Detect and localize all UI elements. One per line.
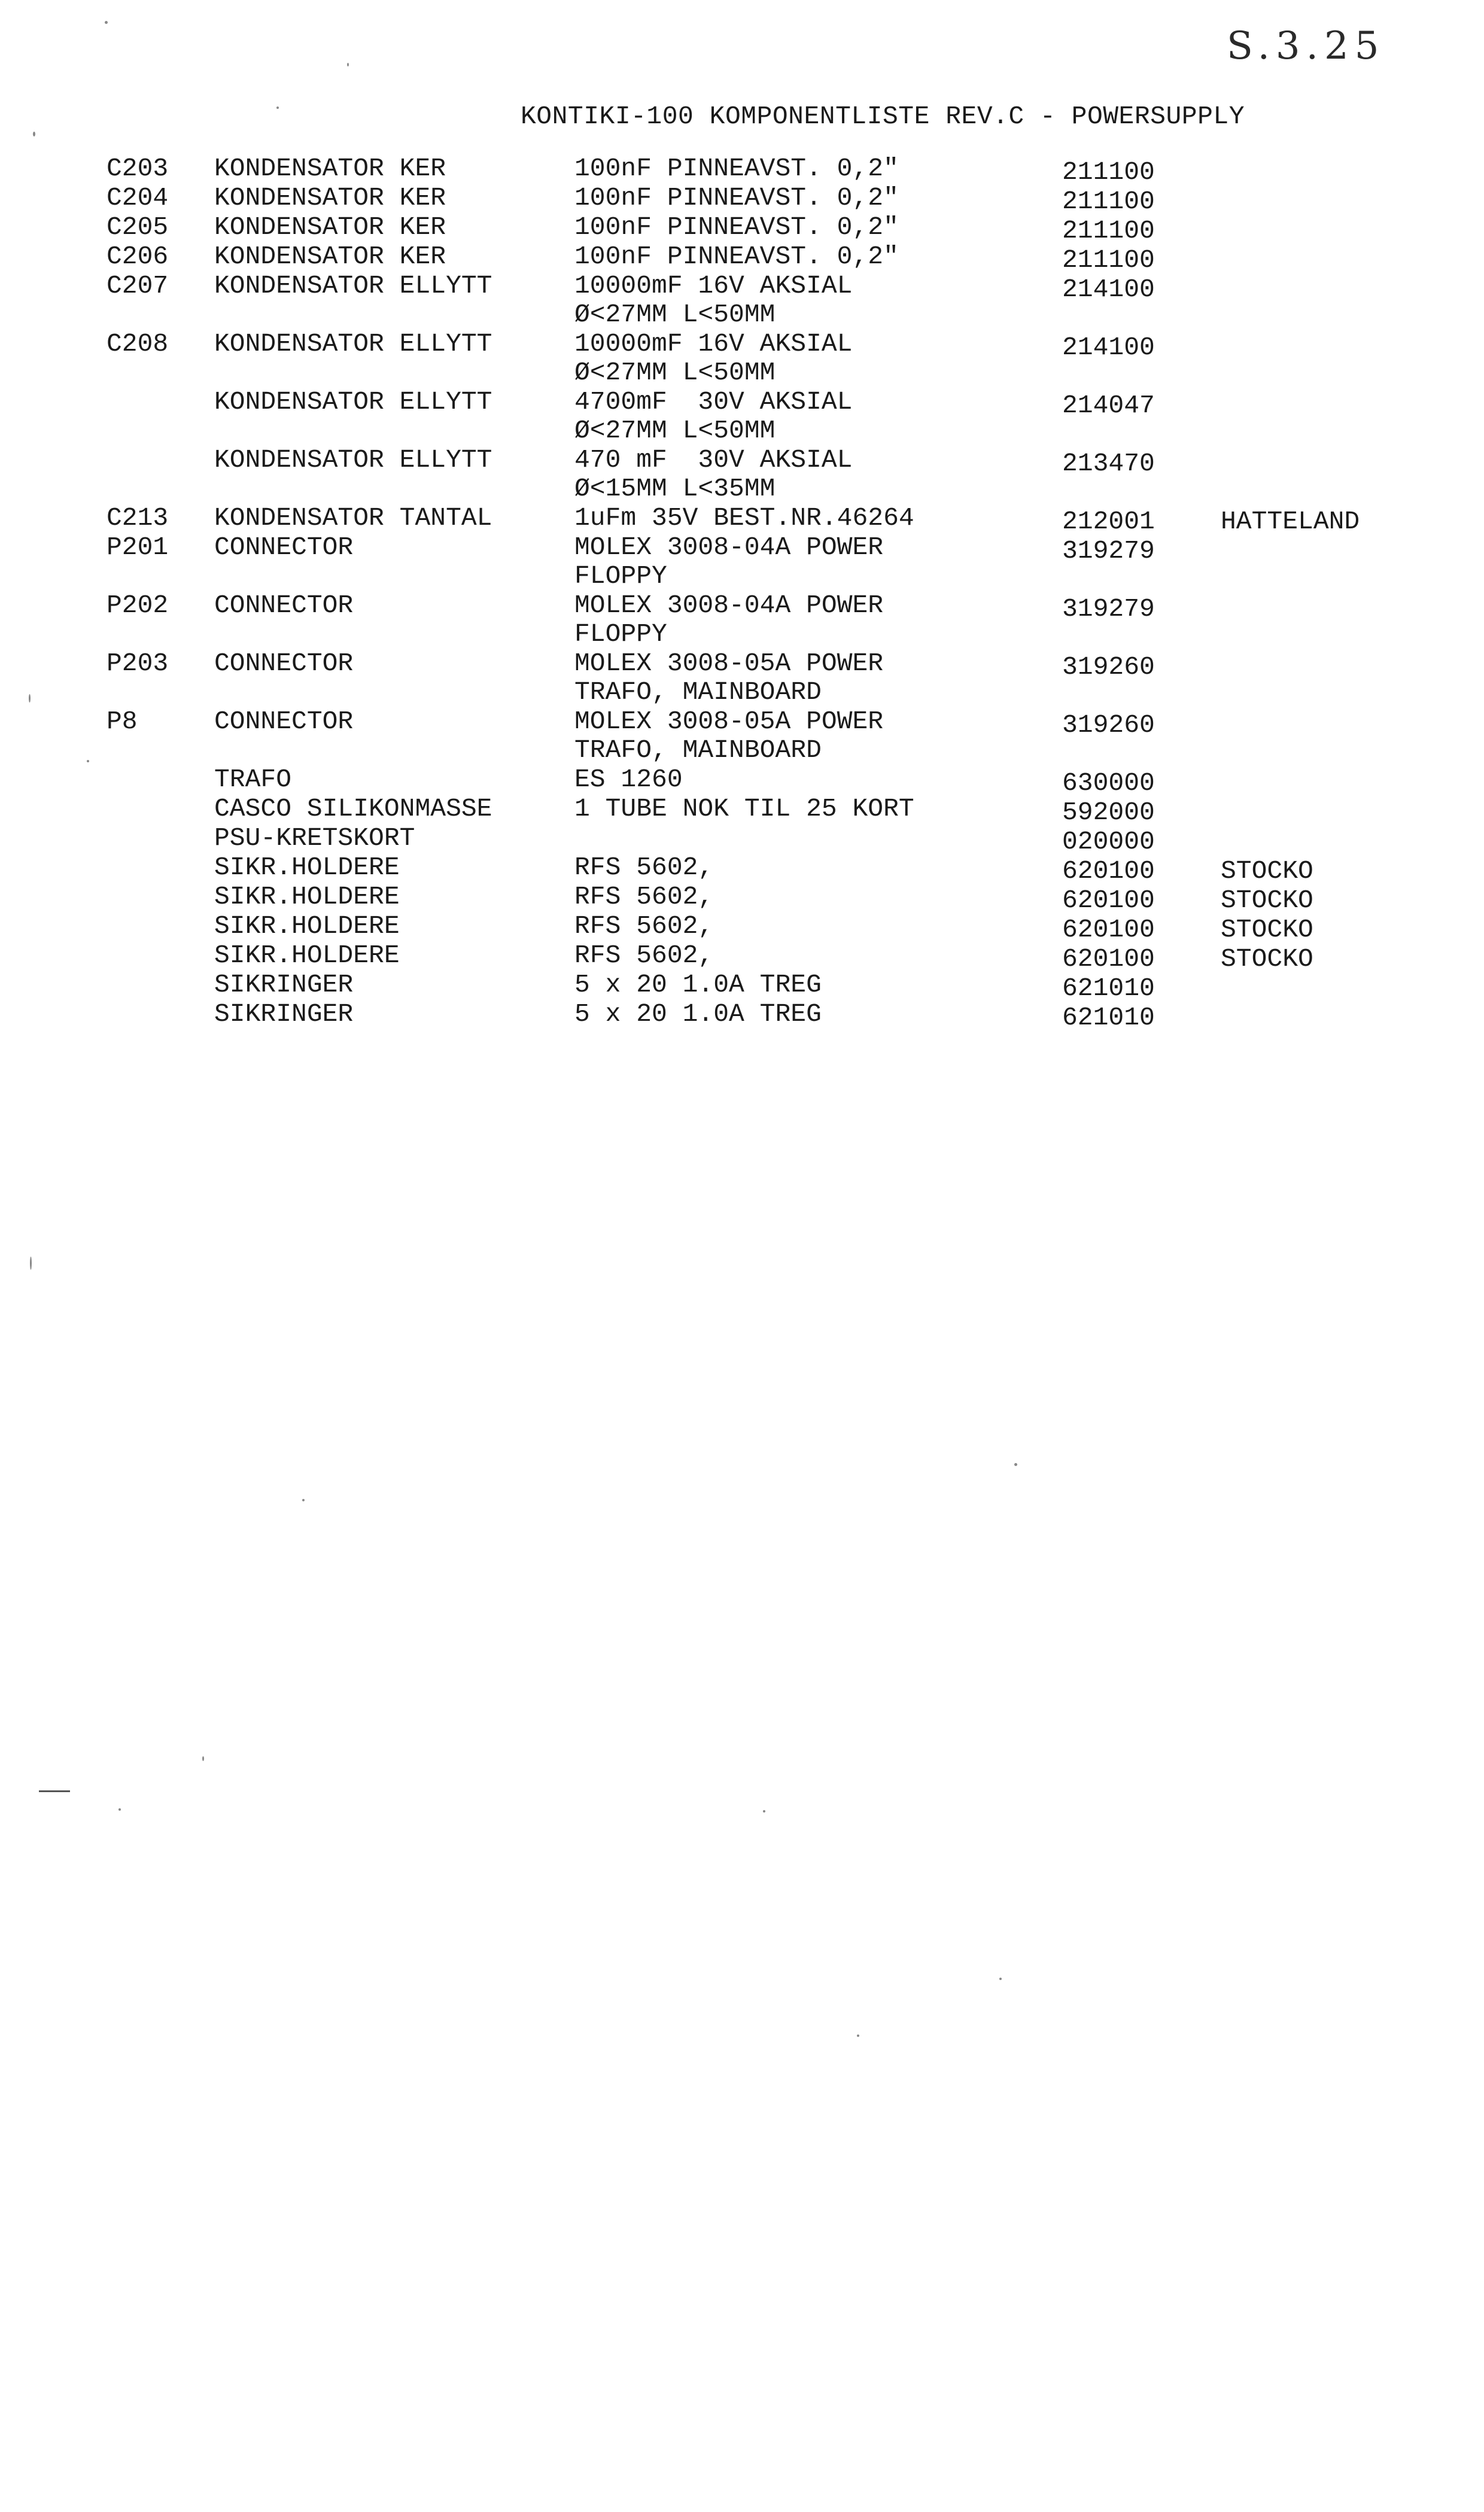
component-ref: P203 (107, 649, 169, 678)
spec-line: Ø<15MM L<35MM (574, 474, 776, 503)
component-name: KONDENSATOR KER (214, 183, 446, 212)
scan-speck (33, 132, 35, 136)
component-spec (574, 533, 883, 591)
scan-speck (1014, 1463, 1017, 1466)
spec-line: 10000mF 16V AKSIAL (574, 329, 853, 358)
component-name: PSU-KRETSKORT (214, 823, 415, 853)
spec-line: TRAFO, MAINBOARD (574, 735, 822, 765)
scan-speck (276, 107, 279, 109)
scan-speck (30, 1257, 32, 1270)
table-row (0, 765, 1484, 798)
table-row (0, 999, 1484, 1032)
spec-line: RFS 5602, (574, 941, 714, 970)
component-spec (574, 330, 852, 387)
part-number: 213470 (1062, 449, 1155, 478)
table-row (0, 649, 1484, 707)
spec-line: TRAFO, MAINBOARD (574, 677, 822, 707)
component-name: SIKR.HOLDERE (214, 853, 400, 882)
component-name: KONDENSATOR TANTAL (214, 503, 492, 533)
spec-line: Ø<27MM L<50MM (574, 358, 776, 387)
part-number: 621010 (1062, 974, 1155, 1003)
component-spec (574, 388, 852, 445)
table-row (0, 591, 1484, 649)
part-number: 212001 (1062, 507, 1155, 536)
spec-line: 100nF PINNEAVST. 0,2" (574, 212, 899, 242)
table-row (0, 707, 1484, 765)
table-row (0, 503, 1484, 536)
scan-speck (29, 694, 31, 702)
component-spec (574, 883, 713, 911)
component-spec (574, 242, 899, 271)
component-name: CASCO SILIKONMASSE (214, 794, 492, 823)
part-number: 319279 (1062, 536, 1155, 565)
part-number: 319279 (1062, 594, 1155, 624)
component-name: SIKR.HOLDERE (214, 941, 400, 970)
component-name: SIKRINGER (214, 970, 354, 999)
spec-line: 1 TUBE NOK TIL 25 KORT (574, 794, 914, 823)
table-row (0, 154, 1484, 187)
spec-line: RFS 5602, (574, 882, 714, 911)
component-ref: C207 (107, 271, 169, 300)
part-number: 211100 (1062, 187, 1155, 216)
part-number: 592000 (1062, 798, 1155, 827)
component-name: KONDENSATOR ELLYTT (214, 329, 492, 358)
scan-speck (118, 1808, 121, 1811)
table-row (0, 388, 1484, 446)
component-spec (574, 184, 899, 212)
supplier-name: STOCKO (1221, 886, 1313, 915)
part-number: 214100 (1062, 333, 1155, 362)
component-name: KONDENSATOR ELLYTT (214, 445, 492, 475)
scan-speck (999, 1978, 1002, 1980)
scan-speck (105, 21, 108, 24)
spec-line: 5 x 20 1.0A TREG (574, 999, 822, 1029)
spec-line: 4700mF 30V AKSIAL (574, 387, 853, 416)
supplier-name: HATTELAND (1221, 507, 1360, 536)
spec-line: 100nF PINNEAVST. 0,2" (574, 183, 899, 212)
part-number: 620100 (1062, 856, 1155, 886)
table-row (0, 970, 1484, 1003)
component-name: KONDENSATOR KER (214, 212, 446, 242)
spec-line: MOLEX 3008-04A POWER (574, 591, 884, 620)
part-number: 620100 (1062, 886, 1155, 915)
scan-speck (763, 1810, 765, 1812)
scan-speck (302, 1499, 305, 1501)
component-spec (574, 707, 883, 765)
component-name: KONDENSATOR ELLYTT (214, 271, 492, 300)
component-name: CONNECTOR (214, 533, 354, 562)
component-name: CONNECTOR (214, 591, 354, 620)
table-row (0, 242, 1484, 275)
part-number: 620100 (1062, 944, 1155, 974)
table-row (0, 272, 1484, 330)
table-row (0, 911, 1484, 944)
component-spec (574, 649, 883, 707)
component-spec (574, 941, 713, 970)
table-row (0, 941, 1484, 974)
page-number: S.3.25 (1227, 24, 1385, 68)
component-name: TRAFO (214, 765, 292, 794)
scan-speck (202, 1756, 204, 1761)
component-ref: C205 (107, 212, 169, 242)
spec-line: FLOPPY (574, 561, 667, 591)
component-spec (574, 1000, 822, 1029)
table-row (0, 446, 1484, 504)
component-name: SIKR.HOLDERE (214, 911, 400, 941)
component-ref: P8 (107, 707, 138, 736)
spec-line: RFS 5602, (574, 911, 714, 941)
spec-line: 100nF PINNEAVST. 0,2" (574, 154, 899, 183)
part-number: 020000 (1062, 827, 1155, 856)
component-name: KONDENSATOR KER (214, 242, 446, 271)
component-ref: C208 (107, 329, 169, 358)
spec-line: MOLEX 3008-04A POWER (574, 533, 884, 562)
component-ref: C203 (107, 154, 169, 183)
component-ref: C213 (107, 503, 169, 533)
component-spec (574, 504, 914, 533)
document-title: KONTIKI-100 KOMPONENTLISTE REV.C - POWERSUPPLY (521, 102, 1245, 131)
component-spec (574, 765, 683, 794)
supplier-name: STOCKO (1221, 944, 1313, 974)
spec-line: 5 x 20 1.0A TREG (574, 970, 822, 999)
component-ref: C206 (107, 242, 169, 271)
component-spec (574, 154, 899, 183)
component-ref: P202 (107, 591, 169, 620)
part-number: 621010 (1062, 1003, 1155, 1032)
part-number: 214100 (1062, 275, 1155, 304)
margin-mark (39, 1790, 70, 1792)
component-ref: P201 (107, 533, 169, 562)
part-number: 211100 (1062, 157, 1155, 187)
component-name: CONNECTOR (214, 707, 354, 736)
component-name: KONDENSATOR KER (214, 154, 446, 183)
component-name: KONDENSATOR ELLYTT (214, 387, 492, 416)
scan-speck (857, 2034, 859, 2037)
component-name: CONNECTOR (214, 649, 354, 678)
supplier-name: STOCKO (1221, 856, 1313, 886)
component-name: SIKR.HOLDERE (214, 882, 400, 911)
spec-line: 470 mF 30V AKSIAL (574, 445, 853, 475)
spec-line: Ø<27MM L<50MM (574, 300, 776, 329)
part-number: 214047 (1062, 391, 1155, 420)
component-spec (574, 795, 914, 823)
part-number: 319260 (1062, 652, 1155, 682)
spec-line: MOLEX 3008-05A POWER (574, 707, 884, 736)
part-number: 211100 (1062, 245, 1155, 275)
component-spec (574, 971, 822, 999)
scan-speck (87, 760, 89, 762)
component-spec (574, 591, 883, 649)
spec-line: FLOPPY (574, 619, 667, 649)
table-row (0, 882, 1484, 915)
spec-line: MOLEX 3008-05A POWER (574, 649, 884, 678)
part-number: 319260 (1062, 710, 1155, 740)
table-row (0, 533, 1484, 591)
component-ref: C204 (107, 183, 169, 212)
component-spec (574, 853, 713, 882)
component-spec (574, 272, 852, 329)
table-row (0, 330, 1484, 388)
part-number: 211100 (1062, 216, 1155, 245)
component-spec (574, 446, 852, 503)
table-row (0, 183, 1484, 216)
table-row (0, 823, 1484, 856)
part-number: 630000 (1062, 768, 1155, 798)
component-spec (574, 213, 899, 242)
component-spec (574, 912, 713, 941)
table-row (0, 794, 1484, 827)
spec-line: Ø<27MM L<50MM (574, 416, 776, 445)
table-row (0, 853, 1484, 886)
table-row (0, 212, 1484, 245)
component-name: SIKRINGER (214, 999, 354, 1029)
spec-line: 100nF PINNEAVST. 0,2" (574, 242, 899, 271)
scan-speck (347, 63, 349, 66)
spec-line: RFS 5602, (574, 853, 714, 882)
spec-line: 10000mF 16V AKSIAL (574, 271, 853, 300)
supplier-name: STOCKO (1221, 915, 1313, 944)
spec-line: 1uFm 35V BEST.NR.46264 (574, 503, 914, 533)
part-number: 620100 (1062, 915, 1155, 944)
spec-line: ES 1260 (574, 765, 683, 794)
